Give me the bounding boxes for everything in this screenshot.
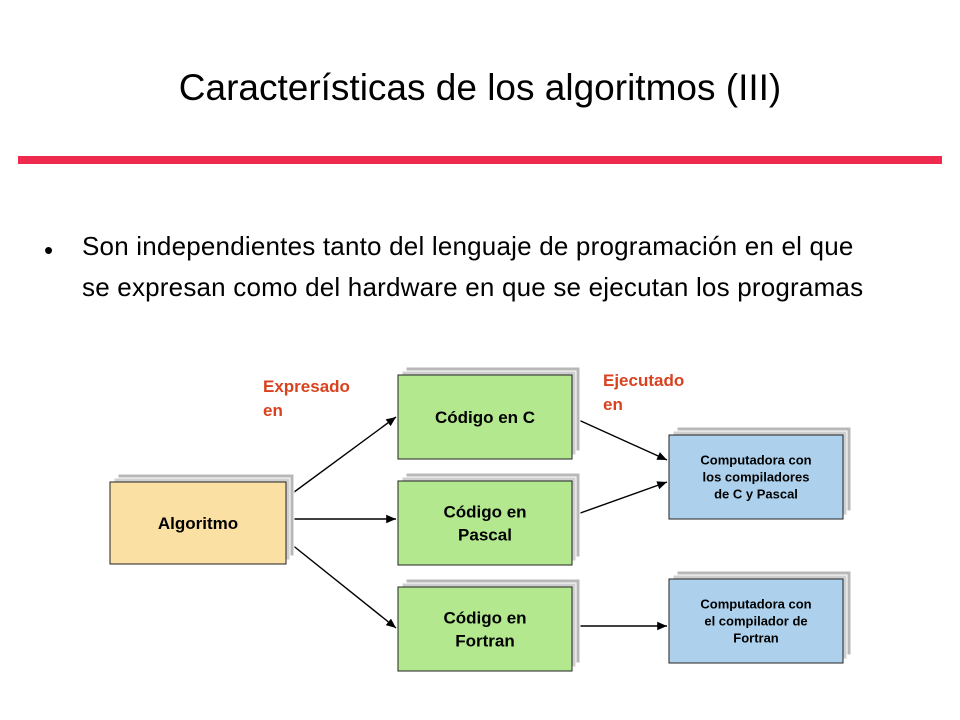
arrow-c-to-computadora xyxy=(572,417,667,460)
node-computadora-c-pascal xyxy=(669,427,851,519)
slide-title: Características de los algoritmos (III) xyxy=(178,67,782,108)
arrow-pascal-to-computadora xyxy=(572,482,667,516)
node-codigo-en-fortran xyxy=(398,579,580,671)
node-codigo-en-pascal-label: Código en Pascal xyxy=(443,502,527,545)
node-algoritmo-label: Algoritmo xyxy=(157,513,239,533)
node-codigo-en-pascal xyxy=(398,473,580,565)
arrow-algoritmo-to-fortran xyxy=(286,540,396,628)
bullet-marker: • xyxy=(44,235,54,265)
arrow-algoritmo-to-c xyxy=(286,417,396,498)
node-computadora-fortran xyxy=(669,571,851,663)
node-codigo-en-c xyxy=(398,367,580,459)
node-codigo-en-c-label: Código en C xyxy=(434,407,536,427)
bullet-text: Son independientes tanto del lenguaje de programación en el que se expresan como del hardware en que se ejecutan los programas xyxy=(82,231,864,302)
label-ejecutado-en: Ejecutado en xyxy=(603,371,685,414)
node-codigo-en-fortran-label: Código en Fortran xyxy=(443,608,527,651)
node-algoritmo xyxy=(110,474,294,564)
node-codigo-en-pascal-box xyxy=(398,481,572,565)
node-codigo-en-fortran-box xyxy=(398,587,572,671)
node-computadora-c-pascal-label: Computadora con los compiladores de C y Pascal xyxy=(700,452,812,502)
node-computadora-fortran-label: Computadora con el compilador de Fortran xyxy=(700,596,812,646)
label-expresado-en: Expresado en xyxy=(263,377,350,420)
